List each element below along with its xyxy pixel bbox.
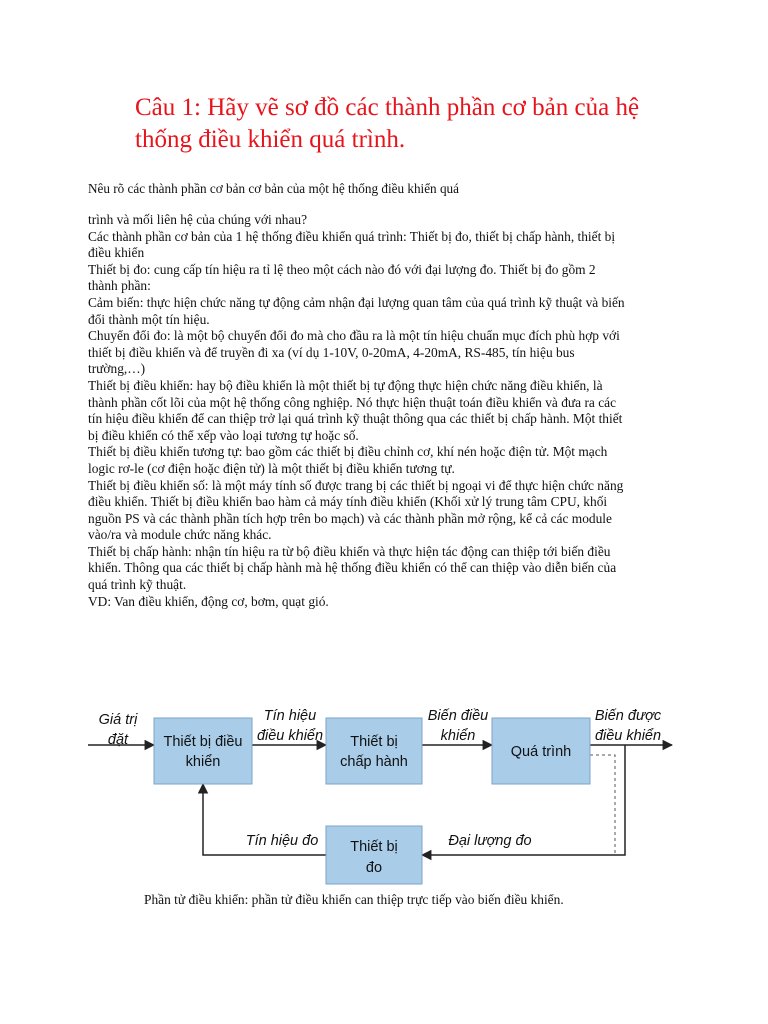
process-label: Quá trình [510,744,572,760]
question-title: Câu 1: Hãy vẽ sơ đồ các thành phần cơ bản của hệ thống điều khiển quá trình. [135,94,640,153]
control-signal-label-line2: điều khiển [256,728,324,744]
setpoint-label-line1: Giá trị [98,712,138,728]
paragraph: Thiết bị chấp hành: nhận tín hiệu ra từ bộ điều khiển và thực hiện tác động can thiệp tới biến điều khiển. Thông qua các thiết bị chấp hành mà hệ thống điều khiển có thể can thiệp vào diễn biến của quá trình kỹ thuật. [88,543,617,593]
controller-label-line1: Thiết bị điều [163,734,243,750]
setpoint-label-line2: đặt [107,732,129,748]
intro-text: Nêu rõ các thành phần cơ bản cơ bản của một hệ thống điều khiển quá [88,181,459,196]
control-signal-label-line1: Tín hiệu [263,708,317,724]
controller-block [154,718,252,784]
disturbance-dashed-line [590,755,615,855]
paragraph: VD: Van điều khiển, động cơ, bơm, quạt gió. [88,593,329,609]
paragraph: trình và mối liên hệ của chúng với nhau? [88,212,308,227]
paragraph: Thiết bị điều khiển số: là một máy tính số được trang bị các thiết bị ngoại vi để thực hiện chức năng điều khiển. Thiết bị điều khiển bao hàm cả máy tính điều khiển (Khối xử lý trung tâm CPU, khối nguồn PS và các thành phần tích hợp trên bo mạch) và các thành phần mở rộng, kể cả các module vào/ra và module chức năng khác. [88,477,624,543]
controller-label-line2: khiển [185,754,221,770]
controlled-var-label-line2: điều khiển [594,728,662,744]
paragraph: Cảm biến: thực hiện chức năng tự động cảm nhận đại lượng quan tâm của quá trình kỹ thuật và biến đổi thành một tín hiệu. [88,294,625,327]
actuator-block [326,718,422,784]
manipulated-var-label-line2: khiển [440,728,476,744]
body-text [88,212,628,610]
measured-signal-label: Tín hiệu đo [245,833,319,849]
sensor-block [326,826,422,884]
control-system-diagram [80,700,680,890]
measured-quantity-label: Đại lượng đo [448,833,532,849]
paragraph: Chuyển đổi đo: là một bộ chuyển đổi đo mà cho đầu ra là một tín hiệu chuẩn mục đích phù hợp với thiết bị điều khiển và để truyền đi xa (ví dụ 1-10V, 0-20mA, 4-20mA, RS-485, tín hiệu bus trường,…) [88,328,620,377]
controlled-var-label-line1: Biến được [594,708,662,724]
paragraph: Thiết bị điều khiển tương tự: bao gồm các thiết bị điều chỉnh cơ, khí nén hoặc điện tử. Một mạch logic rơ-le (cơ điện hoặc điện tử) là một thiết bị điều khiển tương tự. [88,444,608,476]
manipulated-var-label-line1: Biến điều [427,708,489,724]
actuator-label-line1: Thiết bị [350,734,398,750]
paragraph: Thiết bị điều khiển: hay bộ điều khiển là một thiết bị tự động thực hiện chức năng điều khiển, là thành phần cốt lõi của một hệ thống công nghiệp. Nó thực hiện thuật toán điều khiển và đưa ra các tín hiệu điều khiển để can thiệp trở lại quá trình kỹ thuật thông qua các thiết bị chấp hành. Một thiết bị điều khiển có thể xếp vào loại tương tự hoặc số. [88,377,623,443]
sensor-label-line2: đo [365,860,383,876]
paragraph: Thiết bị đo: cung cấp tín hiệu ra tỉ lệ theo một cách nào đó với đại lượng đo. Thiết bị đo gồm 2 thành phần: [88,261,596,294]
caption-text: Phần tử điều khiển: phần tử điều khiển can thiệp trực tiếp vào biến điều khiển. [144,892,564,907]
process-block [492,718,590,784]
sensor-label-line1: Thiết bị [350,839,398,855]
actuator-label-line2: chấp hành [340,754,408,770]
paragraph: Các thành phần cơ bản của 1 hệ thống điều khiển quá trình: Thiết bị đo, thiết bị chấp hành, thiết bị điều khiển [88,228,616,261]
